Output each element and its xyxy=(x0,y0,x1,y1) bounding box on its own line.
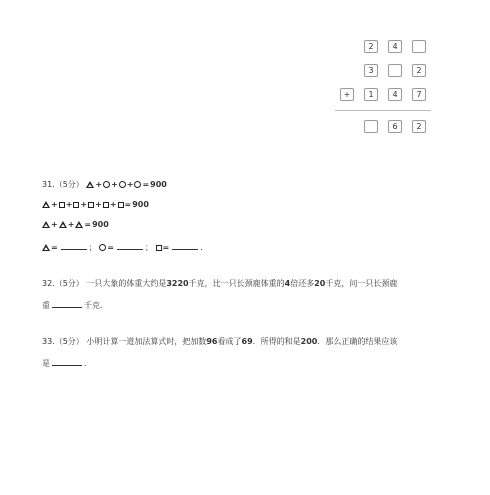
question-text: ．所得的和是 xyxy=(252,337,301,346)
circle-icon xyxy=(103,181,110,188)
plus-sign: + xyxy=(109,200,117,209)
plus-sign: + xyxy=(111,180,118,189)
question-text: 千克． xyxy=(84,301,108,310)
question-31-answer-line xyxy=(42,240,208,254)
digit-box: 7 xyxy=(412,88,426,101)
question-number: 32.（5分） xyxy=(42,279,84,288)
question-31-line-3 xyxy=(42,219,109,231)
number: 4 xyxy=(284,279,291,288)
plus-sign: + xyxy=(80,200,88,209)
plus-sign: + xyxy=(67,220,75,229)
square-icon xyxy=(88,202,94,208)
number: 96 xyxy=(206,337,218,346)
question-text: 是 xyxy=(42,359,50,368)
sum-line xyxy=(335,110,431,111)
number: 20 xyxy=(314,279,326,288)
question-33-line-2 xyxy=(42,356,92,370)
triangle-icon xyxy=(86,181,94,188)
question-number: 33.（5分） xyxy=(42,337,84,346)
circle-icon xyxy=(99,244,106,251)
sum-value: 900 xyxy=(132,200,149,209)
triangle-icon xyxy=(59,221,67,228)
answer-blank-square[interactable] xyxy=(172,240,198,250)
answer-blank[interactable] xyxy=(52,298,82,308)
digit-box: 1 xyxy=(364,88,378,101)
question-text: 看成了 xyxy=(217,337,242,346)
square-icon xyxy=(103,202,109,208)
digit-box: 2 xyxy=(412,64,426,77)
question-31-line-1 xyxy=(42,179,167,191)
question-32-line-2 xyxy=(42,298,108,312)
number: 3220 xyxy=(166,279,189,288)
question-33-line-1 xyxy=(42,336,397,348)
question-text: 千克，比一只长颈鹿体重的 xyxy=(188,279,285,288)
equals-sign: = xyxy=(107,243,114,252)
question-text: 重 xyxy=(42,301,50,310)
triangle-icon xyxy=(42,221,50,228)
number: 69 xyxy=(241,337,253,346)
digit-box xyxy=(412,40,426,53)
equals-sign: = xyxy=(142,180,150,189)
question-text: 倍还多 xyxy=(290,279,315,288)
plus-sign: + xyxy=(95,200,102,209)
equals-sign: = xyxy=(162,243,170,252)
plus-sign: + xyxy=(51,220,58,229)
digit-box: 6 xyxy=(388,120,402,133)
equals-sign: = xyxy=(124,200,132,209)
question-text: 千克，问一只长颈鹿 xyxy=(325,279,398,288)
triangle-icon xyxy=(42,201,50,208)
digit-box: 2 xyxy=(364,40,378,53)
square-icon xyxy=(59,202,65,208)
separator: ； xyxy=(88,243,97,252)
operator-box: + xyxy=(340,88,354,101)
digit-box xyxy=(364,120,378,133)
answer-blank-circle[interactable] xyxy=(117,240,143,250)
question-text: ．那么正确的结果应该 xyxy=(317,337,398,346)
sum-value: 900 xyxy=(150,180,167,189)
square-icon xyxy=(73,202,79,208)
number: 200 xyxy=(300,337,318,346)
triangle-icon xyxy=(42,244,50,251)
square-icon xyxy=(156,245,162,251)
period: ． xyxy=(200,243,209,252)
question-31-line-2 xyxy=(42,199,149,211)
digit-box: 2 xyxy=(412,120,426,133)
question-text: ． xyxy=(84,359,92,368)
digit-box: 3 xyxy=(364,64,378,77)
digit-box: 4 xyxy=(388,88,402,101)
question-text: 小明计算一道加法算式时，把加数 xyxy=(86,337,207,346)
triangle-icon xyxy=(75,221,83,228)
equals-sign: = xyxy=(51,243,58,252)
circle-icon xyxy=(119,181,126,188)
square-icon xyxy=(118,202,124,208)
digit-box xyxy=(388,64,402,77)
plus-sign: + xyxy=(51,200,58,209)
digit-box: 4 xyxy=(388,40,402,53)
plus-sign: + xyxy=(126,180,134,189)
circle-icon xyxy=(134,181,141,188)
question-text: 一只大象的体重大约是 xyxy=(86,279,167,288)
plus-sign: + xyxy=(95,180,103,189)
equals-sign: = xyxy=(84,220,92,229)
separator: ； xyxy=(144,243,153,252)
answer-blank-triangle[interactable] xyxy=(61,240,87,250)
addition-puzzle xyxy=(0,0,490,160)
answer-blank[interactable] xyxy=(52,356,82,366)
question-number: 31.（5分） xyxy=(42,180,84,189)
plus-sign: + xyxy=(65,200,73,209)
sum-value: 900 xyxy=(92,220,109,229)
question-32-line-1 xyxy=(42,278,397,290)
